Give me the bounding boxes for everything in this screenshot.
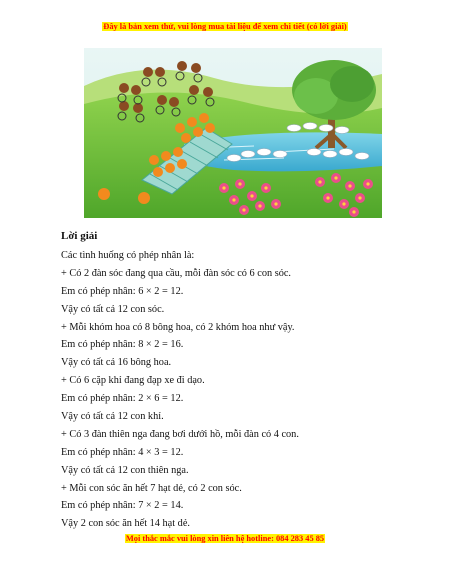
- solution-line: Vậy có tất cả 16 bông hoa.: [61, 357, 172, 369]
- solution-line: + Có 2 đàn sóc đang qua cầu, mỗi đàn sóc có 6 con sóc.: [61, 267, 291, 279]
- hotline-notice: [0, 534, 450, 543]
- hotline-notice-text: Mọi thắc mắc vui lòng xin liên hệ hotline: 084 283 45 85: [125, 534, 325, 543]
- illustration: [84, 48, 382, 218]
- preview-notice: [0, 22, 450, 31]
- solution-body: [61, 247, 299, 533]
- solution-title: Lời giải: [61, 230, 98, 242]
- solution-line: + Mỗi khóm hoa có 8 bông hoa, có 2 khóm hoa như vậy.: [61, 321, 295, 333]
- solution-line: + Có 6 cặp khỉ đang đạp xe đi dạo.: [61, 375, 205, 387]
- solution-line: Vậy có tất cả 12 con khỉ.: [61, 411, 164, 423]
- solution-line: Em có phép nhân: 6 × 2 = 12.: [61, 285, 184, 297]
- solution-line: Vậy có tất cả 12 con thiên nga.: [61, 464, 189, 476]
- solution-line: Em có phép nhân: 4 × 3 = 12.: [61, 446, 184, 458]
- solution-line: Vậy có tất cả 12 con sóc.: [61, 303, 165, 315]
- solution-line: + Mỗi con sóc ăn hết 7 hạt dẻ, có 2 con sóc.: [61, 482, 242, 494]
- solution-line: Em có phép nhân: 7 × 2 = 14.: [61, 500, 184, 512]
- solution-line: + Có 3 đàn thiên nga đang bơi dưới hồ, mỗi đàn có 4 con.: [61, 428, 299, 440]
- preview-notice-text: Đây là bản xem thử, vui lòng mua tài liệu để xem chi tiết (có lời giải): [103, 22, 347, 31]
- solution-line: Các tình huống có phép nhân là:: [61, 250, 195, 261]
- solution-line: Em có phép nhân: 8 × 2 = 16.: [61, 339, 184, 351]
- solution-line: Em có phép nhân: 2 × 6 = 12.: [61, 393, 184, 405]
- solution-line: Vậy 2 con sóc ăn hết 14 hạt dẻ.: [61, 518, 190, 530]
